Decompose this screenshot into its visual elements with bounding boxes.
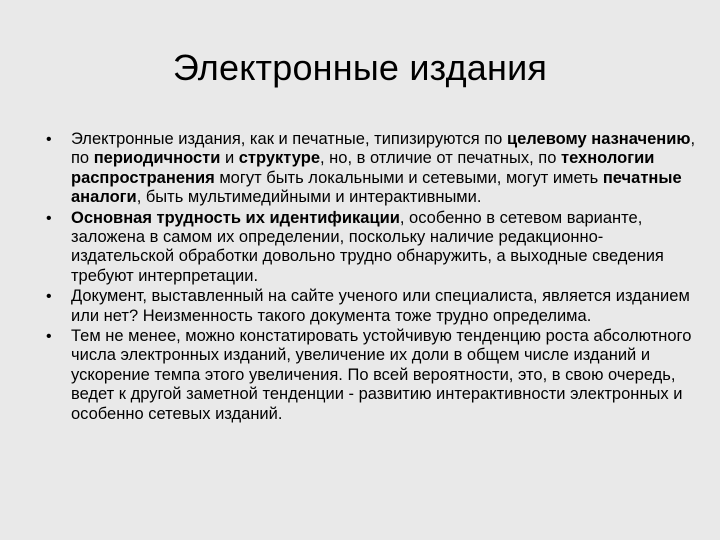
bullet-4-text-segment: Тем не менее, можно констатировать устойчивую тенденцию роста абсолютного числа электронных изданий, увеличение их доли в общем числе изданий и ускорение темпа этого увеличения. По всей вероятности, это, в свою очередь, ведет к другой заметной тенденции - развитию интерактивности электронных и особенно сетевых изданий. xyxy=(71,327,692,423)
bullet-1-text-segment: могут быть локальными и сетевыми, могут иметь xyxy=(214,168,603,187)
bullet-1-bold-distribution-technology: технологии распространения xyxy=(71,149,655,187)
bullet-marker: • xyxy=(46,328,52,346)
bullet-item-3 xyxy=(46,287,706,326)
bullet-marker: • xyxy=(46,209,52,227)
bullet-marker: • xyxy=(46,288,52,306)
bullet-1-text-segment: , но, в отличие от печатных, по xyxy=(320,149,561,168)
bullet-text-4 xyxy=(71,327,706,424)
bullet-1-text-segment: , по xyxy=(71,130,696,168)
bullet-1-bold-print-analogues: печатные аналоги xyxy=(71,168,682,207)
bullet-1-text-segment: Электронные издания, как и печатные, типизируются по xyxy=(71,130,507,148)
bullet-item-4 xyxy=(46,327,706,424)
bullet-text-2 xyxy=(71,209,706,287)
bullet-1-bold-structure: структуре xyxy=(238,149,321,168)
bullet-1-text-segment: и xyxy=(220,149,239,168)
bullet-list xyxy=(46,130,706,425)
bullet-item-2 xyxy=(46,209,706,287)
bullet-3-text-segment: Документ, выставленный на сайте ученого или специалиста, является изданием или нет? Неизменность такого документа тоже трудно определима. xyxy=(71,287,690,325)
bullet-2-text-segment: , особенно в сетевом варианте, заложена в самом их определении, поскольку наличие редакционно-издательской обработки довольно трудно обнаружить, а выходные сведения требуют интерпретации. xyxy=(71,208,664,285)
bullet-marker: • xyxy=(46,131,52,148)
bullet-item-1 xyxy=(46,130,706,208)
bullet-1-bold-target-purpose: целевому назначению xyxy=(506,130,691,148)
bullet-text-3 xyxy=(71,287,706,326)
bullet-2-bold-identification-difficulty: Основная трудность их идентификации xyxy=(71,208,400,227)
bullet-1-bold-periodicity: периодичности xyxy=(93,149,221,168)
slide-title: Электронные издания xyxy=(172,47,548,88)
bullet-text-1 xyxy=(71,130,706,208)
bullet-1-text-segment: , быть мультимедийными и интерактивными. xyxy=(136,188,482,207)
